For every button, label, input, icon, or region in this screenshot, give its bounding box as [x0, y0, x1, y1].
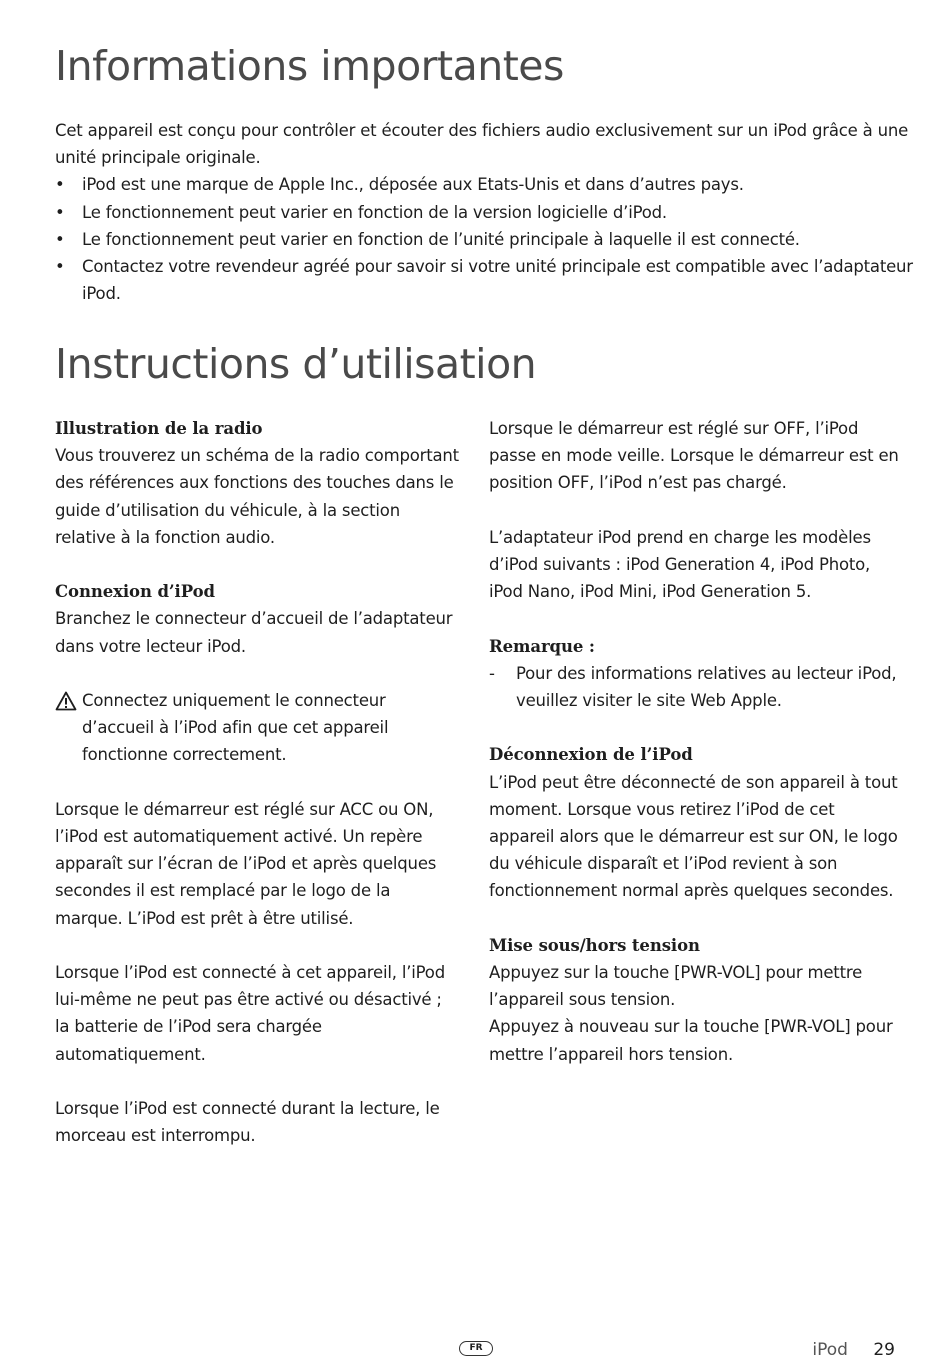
bullet-item: • Contactez votre revendeur agréé pour savoir si votre unité principale est compatible avec l’adaptateur iPod.	[55, 253, 915, 307]
remark-text: Pour des informations relatives au lecteur iPod, veuillez visiter le site Web Apple.	[516, 663, 897, 710]
important-bullet-list	[55, 171, 915, 307]
disconnect-text: L’iPod peut être déconnecté de son appareil à tout moment. Lorsque vous retirez l’iPod de cet appareil alors que le démarreur est sur ON, le logo du véhicule disparaît et l’iPod revient à son fonctionnement normal après quelques secondes.	[489, 772, 898, 901]
warning-text: Connectez uniquement le connecteur d’accueil à l’iPod afin que cet appareil fonctionne correctement.	[82, 691, 389, 765]
bullet-item: • Le fonctionnement peut varier en fonction de l’unité principale à laquelle il est connecté.	[55, 226, 915, 253]
right-column	[489, 415, 904, 1068]
important-info-title: Informations importantes	[55, 42, 564, 90]
supported-models-paragraph: L’adaptateur iPod prend en charge les modèles d’iPod suivants : iPod Generation 4, iPod Photo, iPod Nano, iPod Mini, iPod Generation 5.	[489, 527, 871, 602]
power-heading: Mise sous/hors tension	[489, 935, 700, 955]
disconnect-heading: Déconnexion de l’iPod	[489, 745, 693, 765]
ipod-connection-heading: Connexion d’iPod	[55, 582, 215, 602]
radio-illustration-heading: Illustration de la radio	[55, 419, 263, 438]
bullet-item: • iPod est une marque de Apple Inc., déposée aux Etats-Unis et dans d’autres pays.	[55, 171, 915, 198]
ipod-connection-text: Branchez le connecteur d’accueil de l’adaptateur dans votre lecteur iPod.	[55, 609, 453, 656]
ignition-off-paragraph: Lorsque le démarreur est réglé sur OFF, l’iPod passe en mode veille. Lorsque le démarreur est en position OFF, l’iPod n’est pas chargé.	[489, 419, 899, 493]
ignition-acc-paragraph: Lorsque le démarreur est réglé sur ACC ou ON, l’iPod est automatiquement activé. Un repère apparaît sur l’écran de l’iPod et après quelques secondes il est remplacé par le logo de la marque. L’iPod est prêt à être utilisé.	[55, 799, 437, 928]
radio-illustration-text: Vous trouverez un schéma de la radio comportant des références aux fonctions des touches dans le guide d’utilisation du véhicule, à la section relative à la fonction audio.	[55, 446, 459, 547]
instructions-title: Instructions d’utilisation	[55, 340, 537, 388]
important-info-block	[55, 117, 915, 307]
remark-item	[489, 660, 904, 714]
playback-interrupt-paragraph: Lorsque l’iPod est connecté durant la lecture, le morceau est interrompu.	[55, 1099, 440, 1146]
power-off-text: Appuyez à nouveau sur la touche [PWR-VOL] pour mettre l’appareil hors tension.	[489, 1017, 893, 1064]
remark-heading: Remarque :	[489, 636, 595, 656]
footer-product-name: iPod	[812, 1340, 848, 1360]
power-on-text: Appuyez sur la touche [PWR-VOL] pour mettre l’appareil sous tension.	[489, 963, 863, 1010]
bullet-item: • Le fonctionnement peut varier en fonction de la version logicielle d’iPod.	[55, 199, 915, 226]
left-column	[55, 415, 460, 1177]
remark-dash: -	[489, 663, 495, 683]
intro-paragraph: Cet appareil est conçu pour contrôler et écouter des fichiers audio exclusivement sur un iPod grâce à une unité principale originale.	[55, 121, 909, 168]
connected-charging-paragraph: Lorsque l’iPod est connecté à cet appareil, l’iPod lui-même ne peut pas être activé ou désactivé ; la batterie de l’iPod sera chargée automatiquement.	[55, 963, 445, 1064]
language-badge: FR	[459, 1341, 493, 1356]
warning-triangle-icon	[55, 691, 77, 711]
warning-note	[55, 687, 460, 769]
page-footer	[812, 1340, 895, 1360]
page-number: 29	[873, 1340, 895, 1360]
